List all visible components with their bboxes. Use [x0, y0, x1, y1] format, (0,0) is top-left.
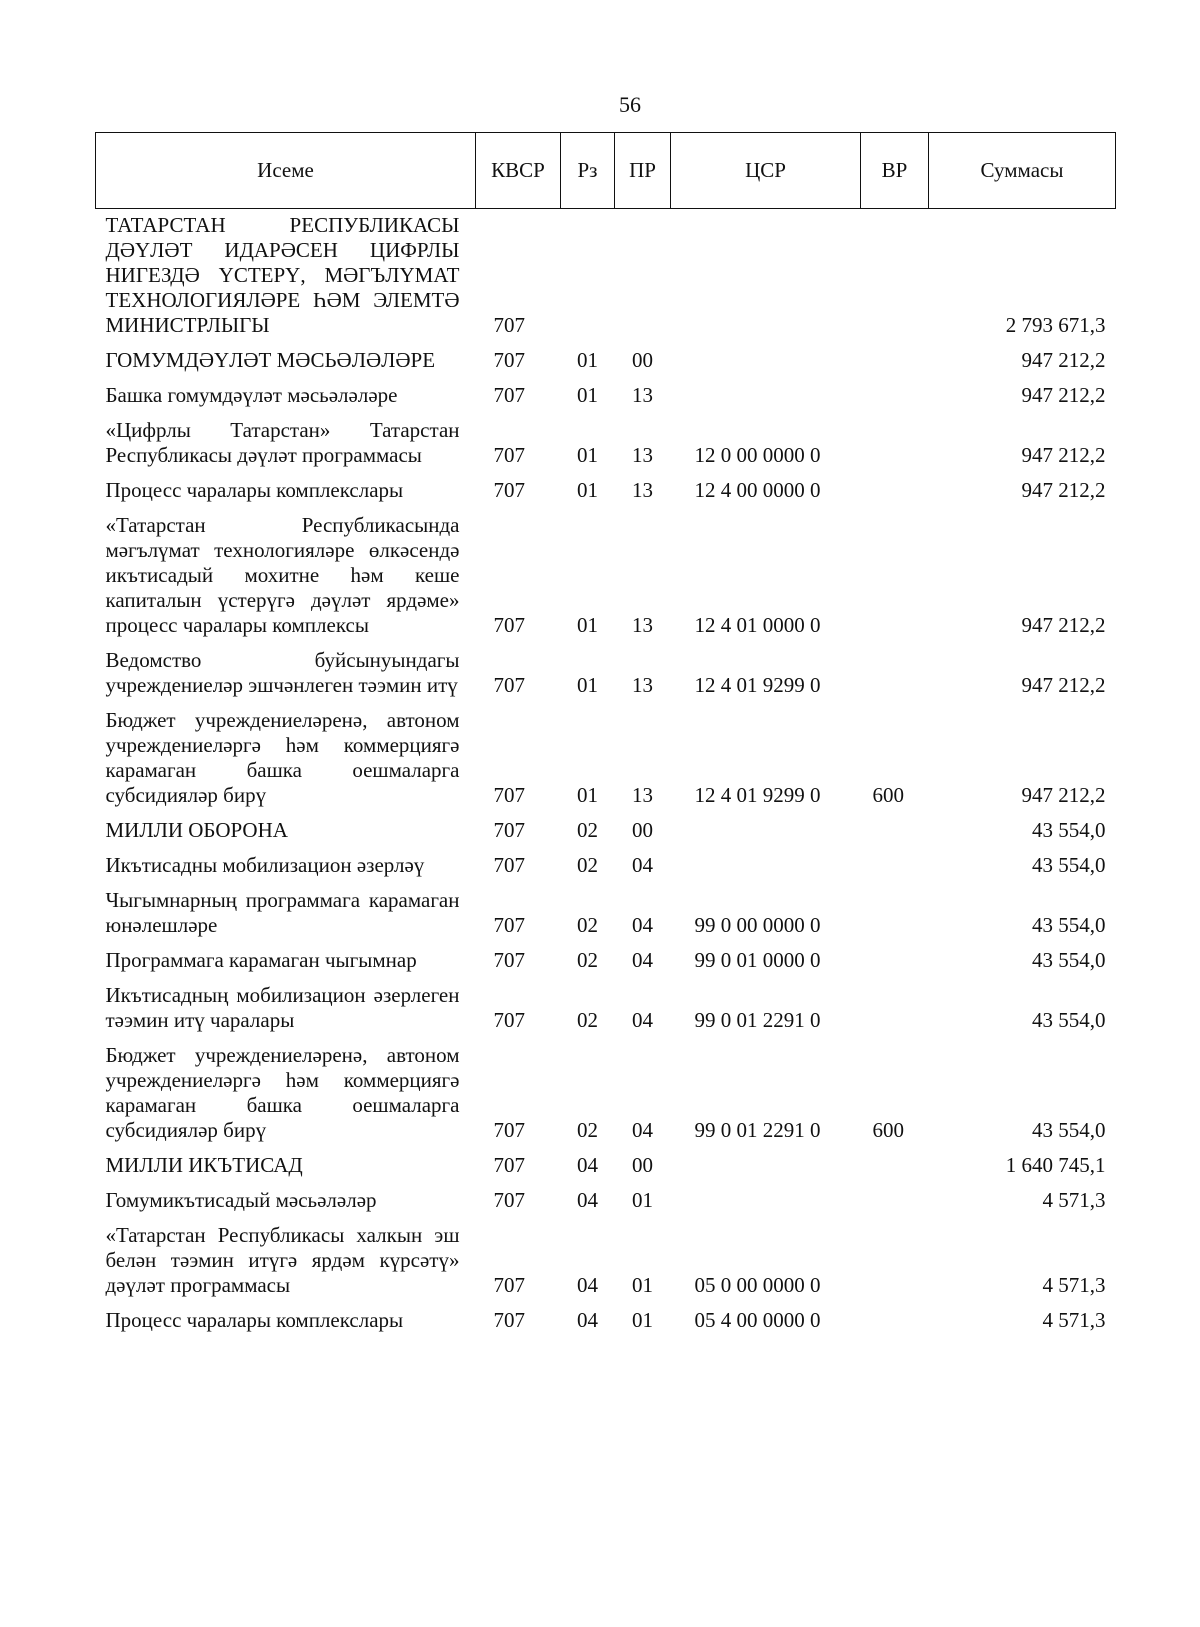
vr-cell [861, 944, 929, 979]
vr-cell [861, 979, 929, 1039]
sum-cell: 947 212,2 [1021, 613, 1106, 637]
pr-cell: 01 [632, 1273, 653, 1297]
table-header [96, 133, 1116, 209]
header-kvsr: КВСР [476, 133, 561, 209]
csr-cell [671, 379, 861, 414]
kvsr-cell: 707 [493, 348, 525, 372]
name-cell: «Татарстан Республикасында мәгълүмат технологияләре өлкәсендә икътисадый мохитне һәм кеше капиталын үстерүгә дәүләт ярдәме» процесс чаралары комплексы [105, 513, 460, 637]
vr-cell [861, 644, 929, 704]
vr-cell [861, 849, 929, 884]
table-row [96, 884, 1116, 944]
budget-table [95, 132, 1116, 1339]
sum-cell: 947 212,2 [1021, 478, 1106, 502]
sum-cell: 1 640 745,1 [1005, 1153, 1106, 1177]
sum-cell: 947 212,2 [1021, 383, 1106, 407]
vr-cell [861, 509, 929, 644]
csr-cell [671, 209, 861, 345]
rz-cell: 02 [577, 1118, 598, 1142]
kvsr-cell: 707 [493, 443, 525, 467]
table-row [96, 814, 1116, 849]
kvsr-cell: 707 [493, 1188, 525, 1212]
table-row [96, 644, 1116, 704]
sum-cell: 2 793 671,3 [1005, 313, 1106, 337]
table-row [96, 1219, 1116, 1304]
sum-cell: 947 212,2 [1021, 443, 1106, 467]
header-sum: Суммасы [929, 133, 1116, 209]
vr-cell [861, 884, 929, 944]
sum-cell: 4 571,3 [1042, 1273, 1106, 1297]
table-row [96, 414, 1116, 474]
vr-cell [861, 344, 929, 379]
rz-cell: 02 [577, 1008, 598, 1032]
csr-cell: 05 0 00 0000 0 [694, 1273, 821, 1297]
csr-cell: 99 0 01 2291 0 [694, 1118, 821, 1142]
csr-cell: 99 0 01 2291 0 [694, 1008, 821, 1032]
name-cell: Ведомство буйсынуындагы учреждениеләр эшчәнлеген тәэмин итү [105, 648, 460, 697]
csr-cell: 05 4 00 0000 0 [694, 1308, 821, 1332]
sum-cell: 947 212,2 [1021, 783, 1106, 807]
name-cell: Процесс чаралары комплекслары [105, 1308, 404, 1332]
name-cell: Чыгымнарның программага карамаган юнәлешләре [105, 888, 460, 937]
table-row [96, 1304, 1116, 1339]
rz-cell: 01 [577, 443, 598, 467]
name-cell: Программага карамаган чыгымнар [105, 948, 417, 972]
vr-cell [861, 414, 929, 474]
name-cell: Икътисадның мобилизацион әзерлеген тәэмин итү чаралары [105, 983, 460, 1032]
name-cell: Процесс чаралары комплекслары [105, 478, 404, 502]
kvsr-cell: 707 [493, 1273, 525, 1297]
table-row [96, 509, 1116, 644]
header-pr: ПР [615, 133, 671, 209]
sum-cell: 43 554,0 [1032, 1118, 1106, 1142]
sum-cell: 4 571,3 [1042, 1308, 1106, 1332]
csr-cell [671, 1184, 861, 1219]
csr-cell [671, 344, 861, 379]
kvsr-cell: 707 [493, 313, 525, 337]
rz-cell: 04 [577, 1273, 598, 1297]
csr-cell: 12 4 01 9299 0 [694, 783, 821, 807]
csr-cell: 12 0 00 0000 0 [694, 443, 821, 467]
rz-cell: 01 [577, 478, 598, 502]
rz-cell: 02 [577, 913, 598, 937]
pr-cell: 00 [632, 348, 653, 372]
rz-cell: 01 [577, 673, 598, 697]
kvsr-cell: 707 [493, 383, 525, 407]
csr-cell: 12 4 00 0000 0 [694, 478, 821, 502]
vr-cell [861, 1184, 929, 1219]
table-row [96, 704, 1116, 814]
vr-cell: 600 [872, 783, 904, 807]
table-row [96, 1184, 1116, 1219]
sum-cell: 43 554,0 [1032, 948, 1106, 972]
rz-cell: 01 [577, 383, 598, 407]
vr-cell [861, 1304, 929, 1339]
sum-cell: 947 212,2 [1021, 673, 1106, 697]
vr-cell [861, 1149, 929, 1184]
pr-cell: 04 [632, 1008, 653, 1032]
csr-cell [671, 849, 861, 884]
pr-cell: 13 [632, 783, 653, 807]
table-row [96, 944, 1116, 979]
pr-cell: 04 [632, 853, 653, 877]
kvsr-cell: 707 [493, 913, 525, 937]
kvsr-cell: 707 [493, 1153, 525, 1177]
kvsr-cell: 707 [493, 818, 525, 842]
pr-cell: 13 [632, 383, 653, 407]
kvsr-cell: 707 [493, 613, 525, 637]
pr-cell: 13 [632, 673, 653, 697]
pr-cell: 13 [632, 613, 653, 637]
header-vr: ВР [861, 133, 929, 209]
name-cell: МИЛЛИ ИКЪТИСАД [105, 1153, 303, 1177]
table-row [96, 209, 1116, 345]
kvsr-cell: 707 [493, 673, 525, 697]
csr-cell [671, 1149, 861, 1184]
table-row [96, 379, 1116, 414]
sum-cell: 43 554,0 [1032, 913, 1106, 937]
pr-cell: 04 [632, 913, 653, 937]
csr-cell: 99 0 01 0000 0 [694, 948, 821, 972]
vr-cell [861, 379, 929, 414]
kvsr-cell: 707 [493, 853, 525, 877]
rz-cell: 04 [577, 1188, 598, 1212]
kvsr-cell: 707 [493, 948, 525, 972]
header-row [96, 133, 1116, 209]
rz-cell: 01 [577, 783, 598, 807]
kvsr-cell: 707 [493, 783, 525, 807]
header-name: Исеме [96, 133, 476, 209]
name-cell: ТАТАРСТАН РЕСПУБЛИКАСЫ ДӘҮЛӘТ ИДАРӘСЕН ЦИФРЛЫ НИГЕЗДӘ ҮСТЕРҮ, МӘГЪЛҮМАТ ТЕХНОЛОГИЯЛӘРЕ ҺӘМ ЭЛЕМТӘ МИНИСТРЛЫГЫ [105, 213, 460, 337]
name-cell: Бюджет учреждениеләренә, автоном учреждениеләргә һәм коммерциягә карамаган башка оешмаларга субсидияләр бирү [105, 1043, 460, 1142]
pr-cell: 04 [632, 948, 653, 972]
name-cell: Икътисадны мобилизацион әзерләү [105, 853, 425, 877]
rz-cell: 01 [577, 613, 598, 637]
sum-cell: 947 212,2 [1021, 348, 1106, 372]
sum-cell: 4 571,3 [1042, 1188, 1106, 1212]
pr-cell: 00 [632, 1153, 653, 1177]
rz-cell: 04 [577, 1153, 598, 1177]
rz-cell: 04 [577, 1308, 598, 1332]
name-cell: ГОМУМДӘҮЛӘТ МӘСЬӘЛӘЛӘРЕ [105, 348, 436, 372]
sum-cell: 43 554,0 [1032, 1008, 1106, 1032]
kvsr-cell: 707 [493, 1118, 525, 1142]
rz-cell: 02 [577, 818, 598, 842]
pr-cell: 01 [632, 1188, 653, 1212]
pr-cell: 13 [632, 478, 653, 502]
vr-cell [861, 1219, 929, 1304]
table-row [96, 1149, 1116, 1184]
vr-cell [861, 814, 929, 849]
table-row [96, 344, 1116, 379]
csr-cell: 12 4 01 0000 0 [694, 613, 821, 637]
vr-cell: 600 [872, 1118, 904, 1142]
pr-cell: 04 [632, 1118, 653, 1142]
csr-cell: 12 4 01 9299 0 [694, 673, 821, 697]
pr-cell: 01 [632, 1308, 653, 1332]
name-cell: «Цифрлы Татарстан» Татарстан Республикасы дәүләт программасы [105, 418, 460, 467]
csr-cell: 99 0 00 0000 0 [694, 913, 821, 937]
header-csr: ЦСР [671, 133, 861, 209]
table-body [96, 209, 1116, 1340]
rz-cell: 01 [577, 348, 598, 372]
table-row [96, 474, 1116, 509]
rz-cell: 02 [577, 948, 598, 972]
vr-cell [861, 474, 929, 509]
rz-cell: 02 [577, 853, 598, 877]
header-rz: Рз [561, 133, 615, 209]
sum-cell: 43 554,0 [1032, 853, 1106, 877]
kvsr-cell: 707 [493, 1008, 525, 1032]
csr-cell [671, 814, 861, 849]
sum-cell: 43 554,0 [1032, 818, 1106, 842]
pr-cell: 13 [632, 443, 653, 467]
name-cell: «Татарстан Республикасы халкын эш белән тәэмин итүгә ярдәм күрсәтү» дәүләт программасы [105, 1223, 460, 1297]
rz-cell [561, 209, 615, 345]
name-cell: Башка гомумдәүләт мәсьәләләре [105, 383, 398, 407]
pr-cell: 00 [632, 818, 653, 842]
table-row [96, 849, 1116, 884]
pr-cell [615, 209, 671, 345]
page-number: 56 [619, 92, 641, 117]
name-cell: МИЛЛИ ОБОРОНА [105, 818, 288, 842]
table-row [96, 1039, 1116, 1149]
name-cell: Бюджет учреждениеләренә, автоном учреждениеләргә һәм коммерциягә карамаган башка оешмаларга субсидияләр бирү [105, 708, 460, 807]
vr-cell [861, 209, 929, 345]
name-cell: Гомумикътисадый мәсьәләләр [105, 1188, 377, 1212]
kvsr-cell: 707 [493, 1308, 525, 1332]
kvsr-cell: 707 [493, 478, 525, 502]
table-row [96, 979, 1116, 1039]
